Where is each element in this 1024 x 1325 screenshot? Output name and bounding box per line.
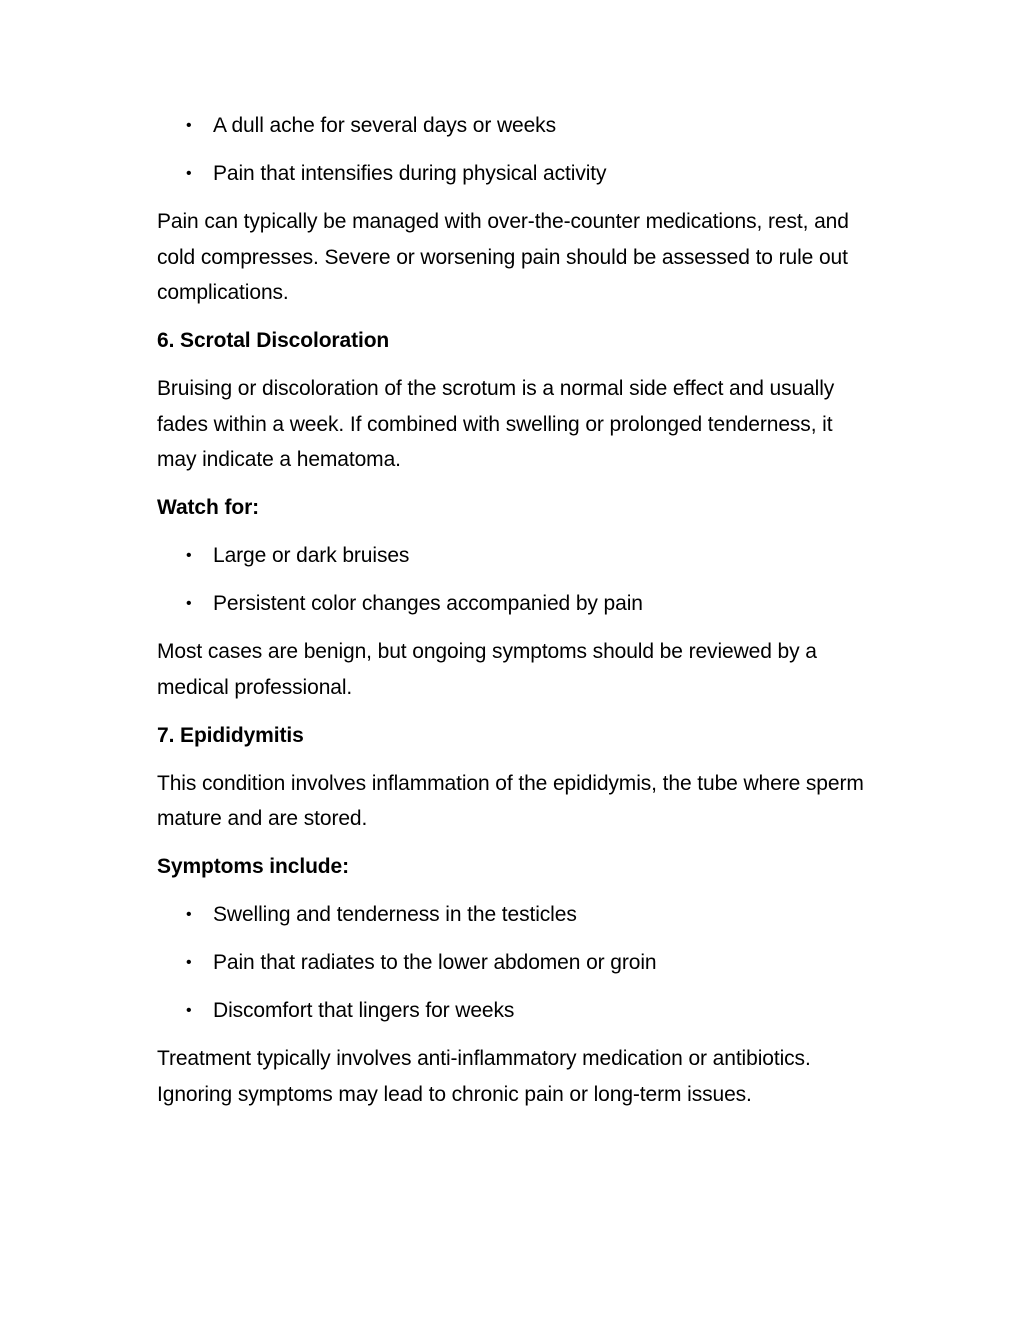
- list-item-text: Discomfort that lingers for weeks: [213, 999, 515, 1022]
- list-item-text: A dull ache for several days or weeks: [213, 114, 556, 137]
- pain-management-paragraph: Pain can typically be managed with over-the-counter medications, rest, and cold compresses. Severe or worsening pain should be assessed to rule out complications.: [157, 210, 849, 304]
- bullet-icon: •: [186, 165, 192, 182]
- list-item: [157, 108, 869, 144]
- bullet-icon: •: [186, 595, 192, 612]
- bullet-icon: •: [186, 1002, 192, 1019]
- watch-for-label: Watch for:: [157, 496, 260, 519]
- section-7-heading: 7. Epididymitis: [157, 723, 304, 747]
- symptoms-list: [157, 897, 869, 1029]
- section-6-heading: 6. Scrotal Discoloration: [157, 329, 390, 352]
- list-item: [157, 538, 869, 574]
- list-item-text: Pain that intensifies during physical activity: [213, 162, 607, 185]
- pain-symptom-list: [157, 108, 869, 192]
- section-6-body: Bruising or discoloration of the scrotum is a normal side effect and usually fades within a week. If combined with swelling or prolonged tenderness, it may indicate a hematoma.: [157, 377, 835, 471]
- list-item: [157, 897, 869, 933]
- section-7-closing: Treatment typically involves anti-inflammatory medication or antibiotics. Ignoring symptoms may lead to chronic pain or long-term issues.: [157, 1047, 811, 1106]
- list-item: [157, 993, 869, 1029]
- watch-for-list: [157, 538, 869, 622]
- list-item: [157, 156, 869, 192]
- list-item-text: Swelling and tenderness in the testicles: [213, 903, 577, 926]
- bullet-icon: •: [186, 906, 192, 923]
- list-item-text: Persistent color changes accompanied by pain: [213, 592, 643, 615]
- bullet-icon: •: [186, 954, 192, 971]
- symptoms-include-label: Symptoms include:: [157, 855, 349, 878]
- list-item: [157, 945, 869, 981]
- list-item: [157, 586, 869, 622]
- bullet-icon: •: [186, 117, 192, 134]
- section-7-body: This condition involves inflammation of the epididymis, the tube where sperm mature and are stored.: [157, 771, 864, 830]
- document-page: [157, 108, 869, 1125]
- list-item-text: Pain that radiates to the lower abdomen or groin: [213, 951, 657, 974]
- bullet-icon: •: [186, 547, 192, 564]
- section-6-closing: Most cases are benign, but ongoing symptoms should be reviewed by a medical professional.: [157, 640, 817, 699]
- list-item-text: Large or dark bruises: [213, 544, 410, 567]
